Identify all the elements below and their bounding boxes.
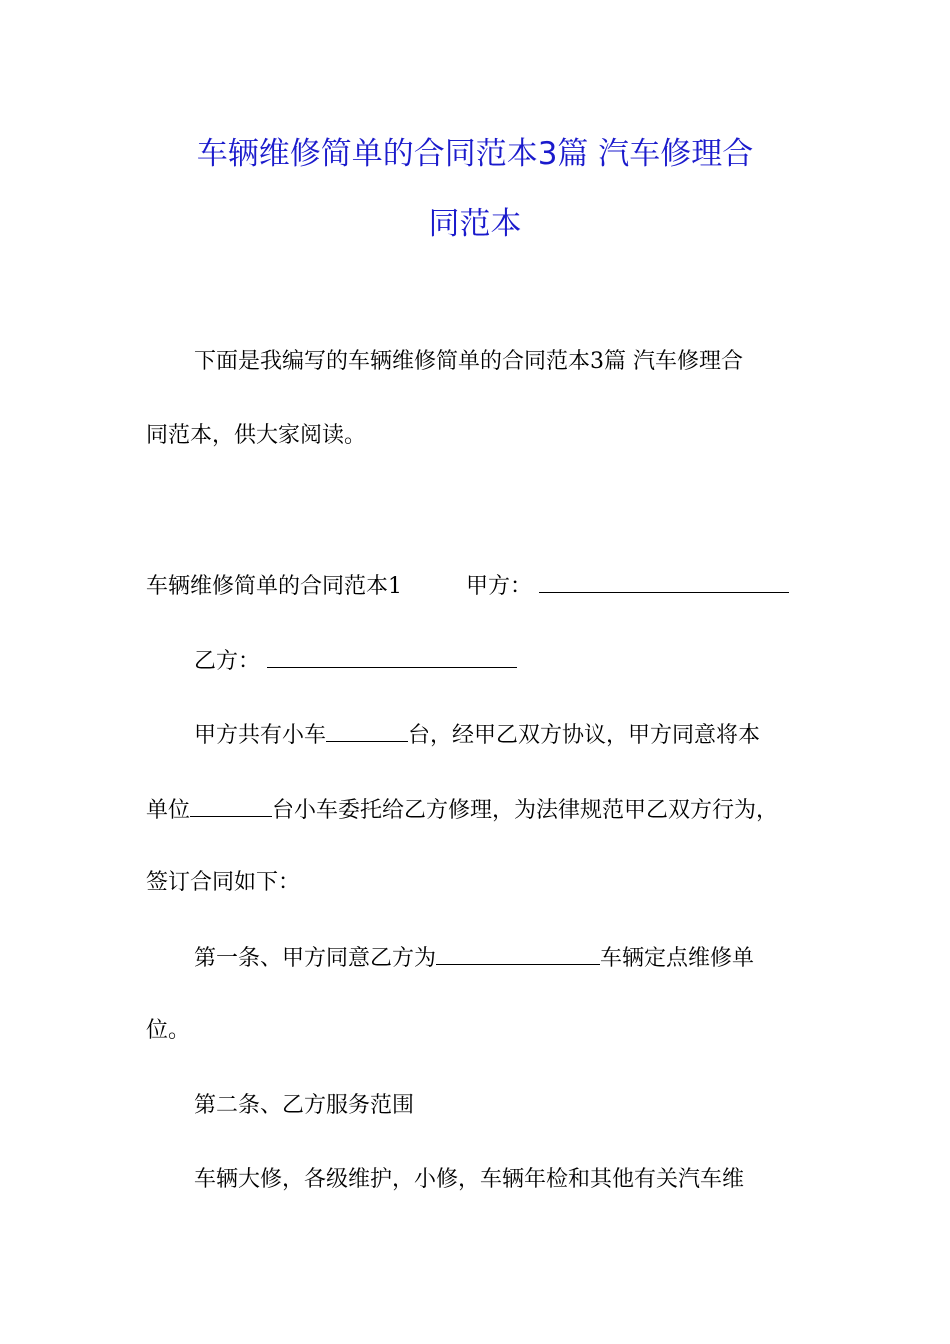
section-heading-row [146, 574, 789, 598]
party-a-blank [539, 574, 789, 593]
intro-line-1: 下面是我编写的车辆维修简单的合同范本3篇 汽车修理合 [194, 349, 743, 374]
car-count-blank [326, 723, 408, 742]
party-b-label: 乙方： [194, 649, 261, 674]
para1-line-2: 单位 台小车委托给乙方修理，为法律规范甲乙双方行为， [146, 798, 779, 823]
party-b-blank [267, 649, 517, 668]
para1-line-3: 签订合同如下： [146, 870, 301, 895]
intro-line-2: 同范本，供大家阅读。 [146, 423, 367, 448]
article2-text: 车辆大修，各级维护，小修，车辆年检和其他有关汽车维 [194, 1167, 745, 1192]
party-b-row [194, 649, 517, 673]
article1-line-2: 位。 [146, 1018, 191, 1043]
section-heading: 车辆维修简单的合同范本1 [146, 574, 402, 599]
party-a-label: 甲方： [466, 574, 533, 599]
unit-count-blank [190, 798, 272, 817]
para1-line-1: 甲方共有小车 台，经甲乙双方协议，甲方同意将本 [194, 723, 761, 748]
article2-heading: 第二条、乙方服务范围 [194, 1093, 415, 1118]
document-title-line-2: 同范本 [428, 206, 522, 242]
repair-unit-blank [436, 946, 600, 965]
document-title-line-1: 车辆维修简单的合同范本3篇 汽车修理合 [196, 136, 754, 172]
article1-line-1: 第一条、甲方同意乙方为 车辆定点维修单 [194, 946, 755, 971]
